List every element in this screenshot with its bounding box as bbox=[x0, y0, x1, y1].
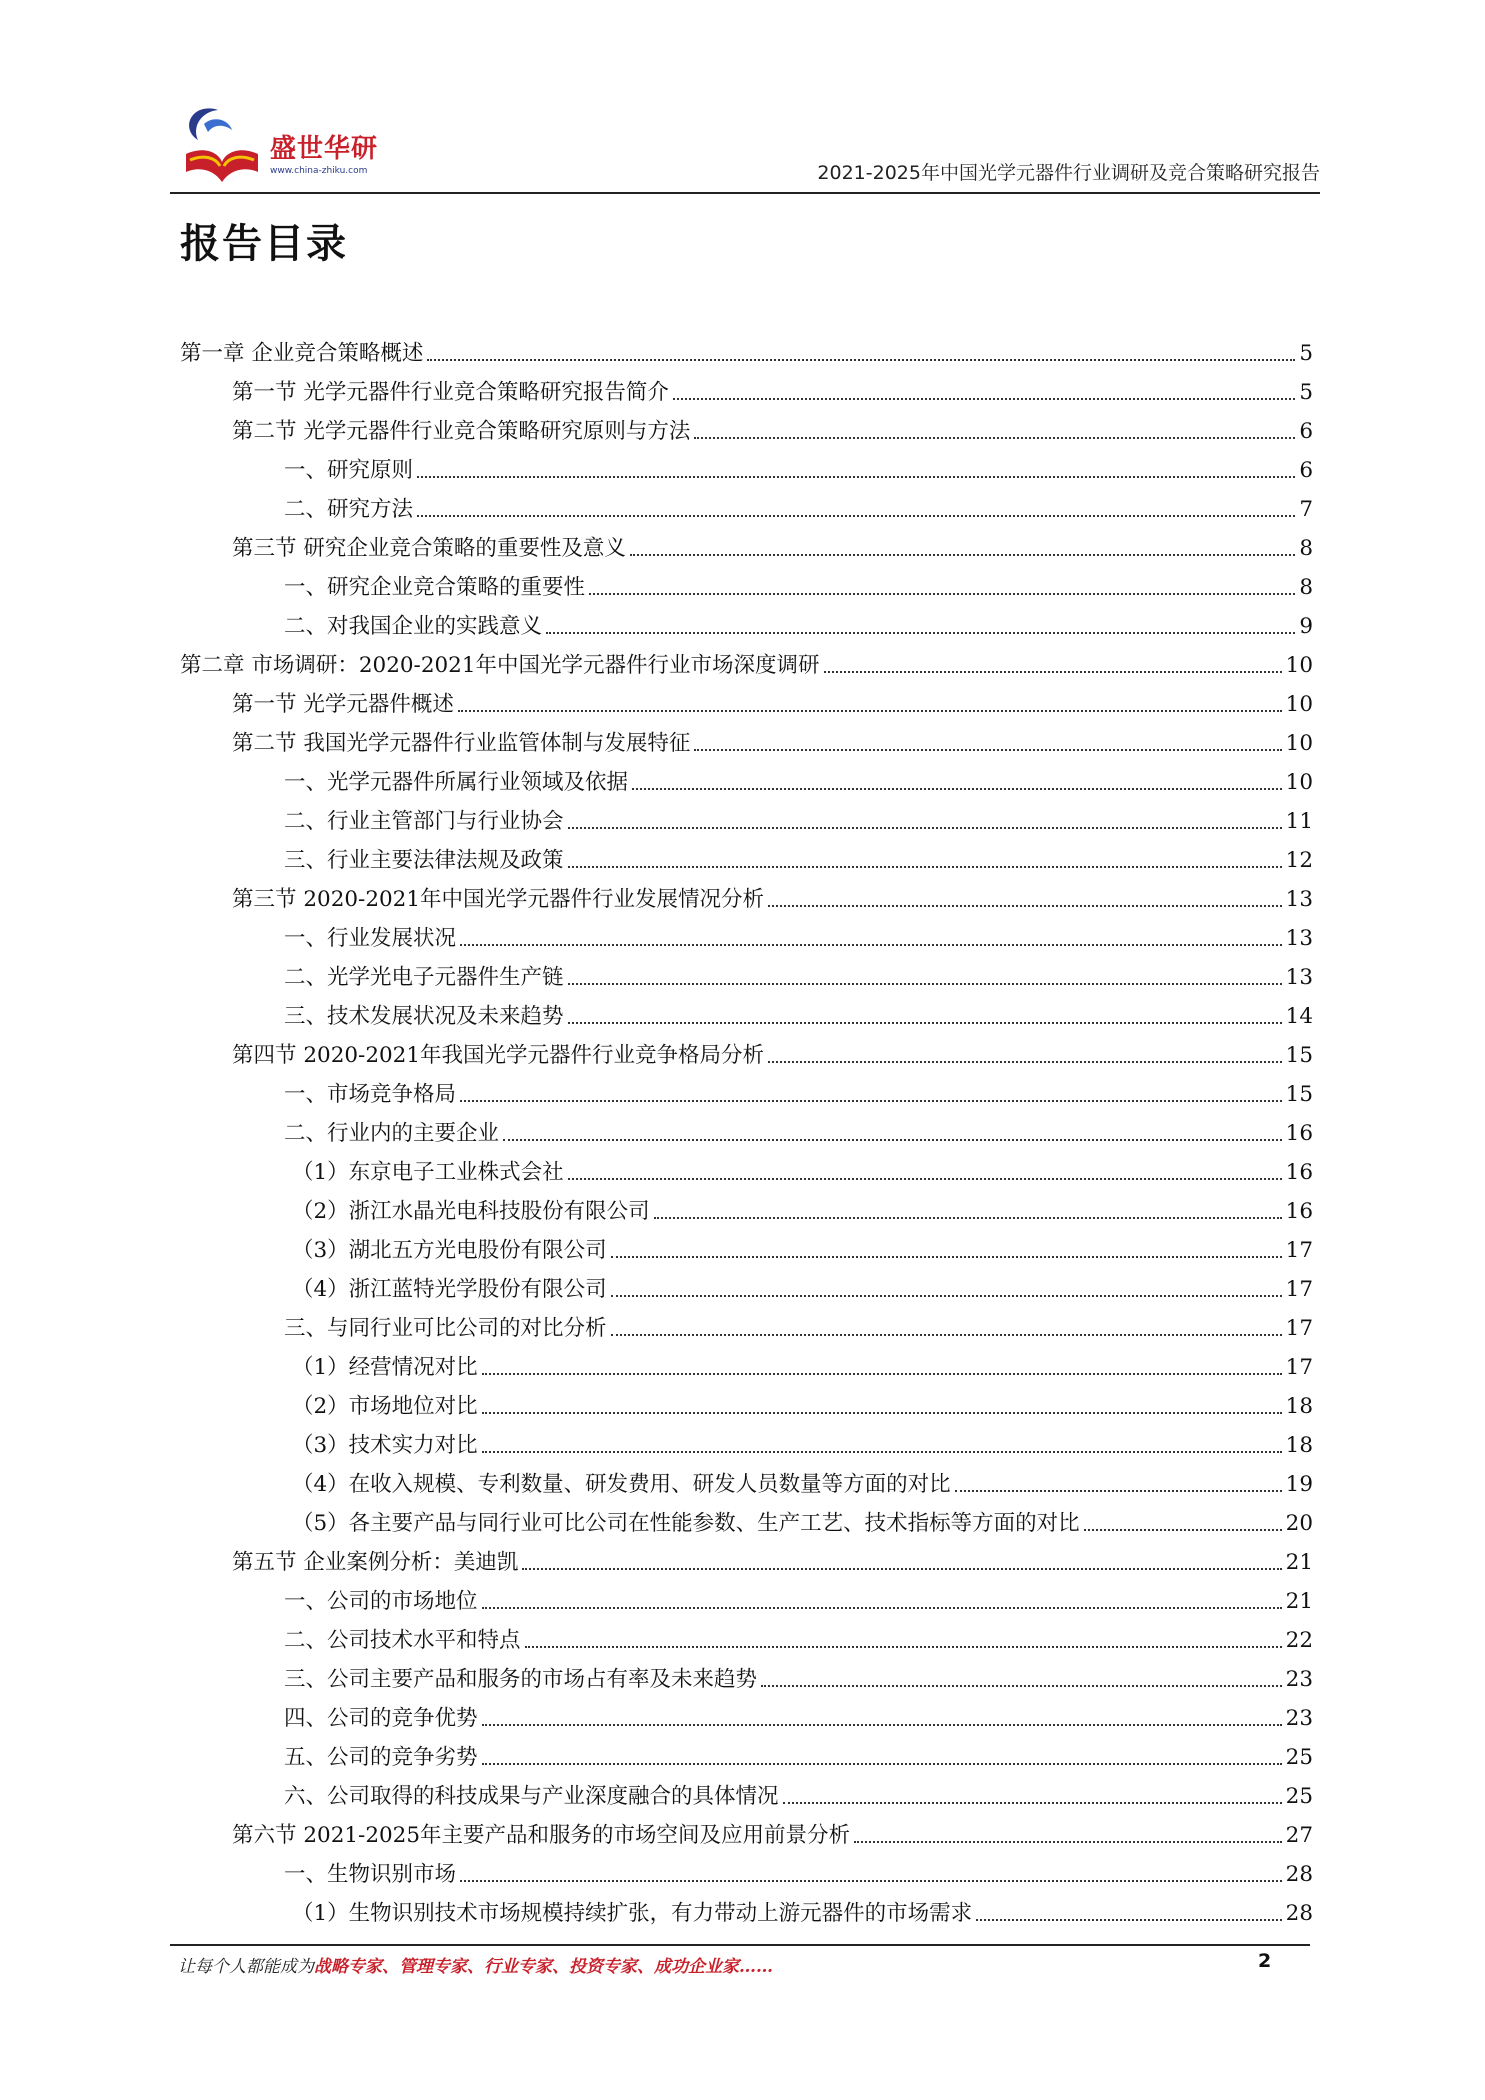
toc-entry-page: 19 bbox=[1285, 1472, 1313, 1497]
toc-leader-dots bbox=[417, 475, 1295, 478]
toc-entry[interactable] bbox=[180, 1225, 1313, 1264]
toc-entry-label: （1）东京电子工业株式会社 bbox=[292, 1160, 564, 1185]
toc-entry-page: 13 bbox=[1285, 887, 1313, 912]
toc-leader-dots bbox=[460, 1099, 1282, 1102]
toc-entry-page: 22 bbox=[1285, 1628, 1313, 1653]
toc-entry-label: （1）经营情况对比 bbox=[292, 1355, 478, 1380]
toc-entry-page: 8 bbox=[1299, 536, 1313, 561]
toc-entry[interactable] bbox=[180, 601, 1313, 640]
logo-book-icon bbox=[178, 104, 268, 190]
toc-entry[interactable] bbox=[180, 1693, 1313, 1732]
toc-entry-page: 18 bbox=[1285, 1394, 1313, 1419]
toc-entry-label: 一、生物识别市场 bbox=[284, 1862, 457, 1887]
toc-entry-page: 10 bbox=[1285, 770, 1313, 795]
toc-leader-dots bbox=[503, 1138, 1282, 1141]
toc-leader-dots bbox=[611, 1255, 1282, 1258]
document-title: 2021-2025年中国光学元器件行业调研及竞合策略研究报告 bbox=[817, 162, 1320, 184]
toc-entry-page: 15 bbox=[1285, 1082, 1313, 1107]
page-title: 报告目录 bbox=[180, 221, 348, 267]
toc-leader-dots bbox=[768, 904, 1282, 907]
toc-entry[interactable] bbox=[180, 913, 1313, 952]
toc-entry-page: 11 bbox=[1285, 809, 1313, 834]
toc-entry-page: 12 bbox=[1285, 848, 1313, 873]
toc-entry-label: （2）市场地位对比 bbox=[292, 1394, 478, 1419]
toc-entry-label: 一、公司的市场地位 bbox=[284, 1589, 478, 1614]
footer-slogan-highlight: 战略专家、管理专家、行业专家、投资专家、成功企业家…… bbox=[314, 1957, 773, 1977]
toc-entry[interactable] bbox=[180, 1303, 1313, 1342]
toc-entry-page: 16 bbox=[1285, 1121, 1313, 1146]
toc-entry-label: （4）在收入规模、专利数量、研发费用、研发人员数量等方面的对比 bbox=[292, 1472, 951, 1497]
toc-entry[interactable] bbox=[180, 1771, 1313, 1810]
toc-leader-dots bbox=[976, 1918, 1281, 1921]
toc-entry-label: 第一节 光学元器件概述 bbox=[232, 692, 454, 717]
toc-entry[interactable] bbox=[180, 406, 1313, 445]
toc-entry[interactable] bbox=[180, 1810, 1313, 1849]
toc-entry-label: 六、公司取得的科技成果与产业深度融合的具体情况 bbox=[284, 1784, 779, 1809]
toc-entry[interactable] bbox=[180, 1576, 1313, 1615]
toc-entry-label: 三、技术发展状况及未来趋势 bbox=[284, 1004, 564, 1029]
toc-leader-dots bbox=[611, 1294, 1282, 1297]
toc-leader-dots bbox=[568, 982, 1282, 985]
toc-entry[interactable] bbox=[180, 640, 1313, 679]
toc-entry-label: 第四节 2020-2021年我国光学元器件行业竞争格局分析 bbox=[232, 1043, 765, 1068]
toc-entry-label: 第二节 光学元器件行业竞合策略研究原则与方法 bbox=[232, 419, 691, 444]
toc-entry-page: 23 bbox=[1285, 1667, 1313, 1692]
toc-entry-label: 第五节 企业案例分析：美迪凯 bbox=[232, 1550, 519, 1575]
toc-entry[interactable] bbox=[180, 1459, 1313, 1498]
toc-entry-label: 第一章 企业竞合策略概述 bbox=[180, 341, 424, 366]
toc-entry[interactable] bbox=[180, 991, 1313, 1030]
toc-entry-page: 13 bbox=[1285, 926, 1313, 951]
toc-entry-label: （5）各主要产品与同行业可比公司在性能参数、生产工艺、技术指标等方面的对比 bbox=[292, 1511, 1080, 1536]
toc-entry-label: （3）湖北五方光电股份有限公司 bbox=[292, 1238, 607, 1263]
toc-entry-label: （4）浙江蓝特光学股份有限公司 bbox=[292, 1277, 607, 1302]
toc-entry-page: 17 bbox=[1285, 1238, 1313, 1263]
toc-leader-dots bbox=[482, 1762, 1282, 1765]
toc-entry[interactable] bbox=[180, 1498, 1313, 1537]
toc-entry-page: 25 bbox=[1285, 1784, 1313, 1809]
toc-entry-label: 三、行业主要法律法规及政策 bbox=[284, 848, 564, 873]
toc-entry[interactable] bbox=[180, 679, 1313, 718]
toc-leader-dots bbox=[482, 1411, 1282, 1414]
toc-entry[interactable] bbox=[180, 835, 1313, 874]
toc-entry-page: 28 bbox=[1285, 1901, 1313, 1926]
toc-entry-label: 五、公司的竞争劣势 bbox=[284, 1745, 478, 1770]
toc-entry[interactable] bbox=[180, 1147, 1313, 1186]
toc-leader-dots bbox=[417, 514, 1295, 517]
toc-leader-dots bbox=[546, 631, 1295, 634]
toc-entry[interactable] bbox=[180, 952, 1313, 991]
toc-entry[interactable] bbox=[180, 757, 1313, 796]
toc-leader-dots bbox=[632, 787, 1282, 790]
toc-entry-page: 8 bbox=[1299, 575, 1313, 600]
toc-leader-dots bbox=[673, 397, 1295, 400]
toc-entry[interactable] bbox=[180, 523, 1313, 562]
toc-entry-label: 第一节 光学元器件行业竞合策略研究报告简介 bbox=[232, 380, 669, 405]
toc-entry[interactable] bbox=[180, 1654, 1313, 1693]
toc-entry[interactable] bbox=[180, 1030, 1313, 1069]
toc-leader-dots bbox=[460, 943, 1282, 946]
toc-entry[interactable] bbox=[180, 1537, 1313, 1576]
toc-entry-page: 28 bbox=[1285, 1862, 1313, 1887]
toc-leader-dots bbox=[525, 1645, 1282, 1648]
toc-entry-label: 一、行业发展状况 bbox=[284, 926, 457, 951]
toc-entry-label: 第三节 研究企业竞合策略的重要性及意义 bbox=[232, 536, 626, 561]
toc-entry-page: 16 bbox=[1285, 1160, 1313, 1185]
toc-leader-dots bbox=[630, 553, 1295, 556]
footer-slogan-prefix: 让每个人都能成为 bbox=[178, 1957, 314, 1977]
toc-entry-label: （2）浙江水晶光电科技股份有限公司 bbox=[292, 1199, 650, 1224]
toc-entry-page: 23 bbox=[1285, 1706, 1313, 1731]
toc-leader-dots bbox=[768, 1060, 1282, 1063]
toc-entry[interactable] bbox=[180, 1849, 1313, 1888]
toc-leader-dots bbox=[694, 436, 1295, 439]
logo-name: 盛世华研 bbox=[270, 134, 379, 164]
toc-leader-dots bbox=[783, 1801, 1282, 1804]
toc-entry-label: 第三节 2020-2021年中国光学元器件行业发展情况分析 bbox=[232, 887, 765, 912]
toc-leader-dots bbox=[854, 1840, 1282, 1843]
toc-entry[interactable] bbox=[180, 445, 1313, 484]
toc-entry[interactable] bbox=[180, 367, 1313, 406]
toc-entry-page: 5 bbox=[1299, 341, 1313, 366]
toc-entry-label: 三、与同行业可比公司的对比分析 bbox=[284, 1316, 607, 1341]
toc-leader-dots bbox=[694, 748, 1281, 751]
toc-entry-page: 9 bbox=[1299, 614, 1313, 639]
toc-entry-label: 一、研究原则 bbox=[284, 458, 414, 483]
toc-entry-page: 6 bbox=[1299, 458, 1313, 483]
toc-entry[interactable] bbox=[180, 874, 1313, 913]
toc-entry[interactable] bbox=[180, 1381, 1313, 1420]
toc-entry-label: 第二章 市场调研：2020-2021年中国光学元器件行业市场深度调研 bbox=[180, 653, 820, 678]
toc-entry-label: 四、公司的竞争优势 bbox=[284, 1706, 478, 1731]
toc-leader-dots bbox=[824, 670, 1282, 673]
toc-entry-label: 二、光学光电子元器件生产链 bbox=[284, 965, 564, 990]
toc-entry-label: 二、行业内的主要企业 bbox=[284, 1121, 500, 1146]
toc-entry[interactable] bbox=[180, 328, 1313, 367]
toc-entry-page: 6 bbox=[1299, 419, 1313, 444]
toc-entry[interactable] bbox=[180, 796, 1313, 835]
toc-entry-page: 21 bbox=[1285, 1550, 1313, 1575]
toc-entry-label: 一、研究企业竞合策略的重要性 bbox=[284, 575, 586, 600]
toc-entry[interactable] bbox=[180, 1342, 1313, 1381]
toc-entry-page: 16 bbox=[1285, 1199, 1313, 1224]
toc-leader-dots bbox=[460, 1879, 1282, 1882]
toc-entry-label: 二、研究方法 bbox=[284, 497, 414, 522]
toc-leader-dots bbox=[568, 865, 1282, 868]
toc-entry-label: （3）技术实力对比 bbox=[292, 1433, 478, 1458]
toc-leader-dots bbox=[458, 709, 1282, 712]
toc-entry-page: 21 bbox=[1285, 1589, 1313, 1614]
toc-leader-dots bbox=[522, 1567, 1281, 1570]
toc-entry[interactable] bbox=[180, 1264, 1313, 1303]
toc-entry[interactable] bbox=[180, 1186, 1313, 1225]
toc-leader-dots bbox=[568, 826, 1282, 829]
toc-entry-page: 10 bbox=[1285, 653, 1313, 678]
toc-entry-page: 10 bbox=[1285, 731, 1313, 756]
toc-entry-label: 三、公司主要产品和服务的市场占有率及未来趋势 bbox=[284, 1667, 758, 1692]
toc-leader-dots bbox=[1084, 1528, 1282, 1531]
toc-leader-dots bbox=[589, 592, 1295, 595]
toc-entry-label: 第二节 我国光学元器件行业监管体制与发展特征 bbox=[232, 731, 691, 756]
footer-slogan bbox=[178, 1952, 773, 1977]
toc-entry-page: 13 bbox=[1285, 965, 1313, 990]
toc-leader-dots bbox=[611, 1333, 1282, 1336]
toc-leader-dots bbox=[654, 1216, 1282, 1219]
toc-leader-dots bbox=[568, 1177, 1282, 1180]
toc-entry-page: 17 bbox=[1285, 1316, 1313, 1341]
toc-leader-dots bbox=[427, 358, 1295, 361]
toc-entry-page: 10 bbox=[1285, 692, 1313, 717]
toc-entry-label: 二、公司技术水平和特点 bbox=[284, 1628, 521, 1653]
toc-entry[interactable] bbox=[180, 562, 1313, 601]
toc-entry[interactable] bbox=[180, 1069, 1313, 1108]
toc-entry-label: 第六节 2021-2025年主要产品和服务的市场空间及应用前景分析 bbox=[232, 1823, 851, 1848]
toc-entry[interactable] bbox=[180, 484, 1313, 523]
logo-url: www.china-zhiku.com bbox=[270, 166, 368, 176]
toc-entry-label: 二、行业主管部门与行业协会 bbox=[284, 809, 564, 834]
toc-entry-page: 18 bbox=[1285, 1433, 1313, 1458]
toc-entry-page: 20 bbox=[1285, 1511, 1313, 1536]
toc-entry-page: 14 bbox=[1285, 1004, 1313, 1029]
toc-leader-dots bbox=[482, 1606, 1282, 1609]
toc-entry[interactable] bbox=[180, 1732, 1313, 1771]
company-logo bbox=[178, 104, 398, 190]
toc-entry-label: 一、市场竞争格局 bbox=[284, 1082, 457, 1107]
toc-entry[interactable] bbox=[180, 1888, 1313, 1927]
toc-entry-page: 7 bbox=[1299, 497, 1313, 522]
toc-entry-page: 15 bbox=[1285, 1043, 1313, 1068]
toc-leader-dots bbox=[568, 1021, 1282, 1024]
toc-entry-page: 5 bbox=[1299, 380, 1313, 405]
footer-divider bbox=[170, 1944, 1310, 1946]
toc-leader-dots bbox=[761, 1684, 1282, 1687]
toc-entry[interactable] bbox=[180, 1420, 1313, 1459]
toc-entry[interactable] bbox=[180, 1615, 1313, 1654]
toc-entry-page: 25 bbox=[1285, 1745, 1313, 1770]
toc-entry-label: 一、光学元器件所属行业领域及依据 bbox=[284, 770, 629, 795]
toc-leader-dots bbox=[482, 1723, 1282, 1726]
page-header bbox=[170, 100, 1320, 196]
toc-entry-label: 二、对我国企业的实践意义 bbox=[284, 614, 543, 639]
header-divider bbox=[170, 192, 1320, 194]
toc-leader-dots bbox=[482, 1372, 1282, 1375]
page-number: 2 bbox=[1258, 1950, 1272, 1972]
table-of-contents bbox=[180, 328, 1313, 1927]
toc-leader-dots bbox=[482, 1450, 1282, 1453]
toc-entry[interactable] bbox=[180, 1108, 1313, 1147]
toc-entry-label: （1）生物识别技术市场规模持续扩张，有力带动上游元器件的市场需求 bbox=[292, 1901, 973, 1926]
toc-entry-page: 27 bbox=[1285, 1823, 1313, 1848]
toc-entry-page: 17 bbox=[1285, 1277, 1313, 1302]
toc-entry[interactable] bbox=[180, 718, 1313, 757]
toc-entry-page: 17 bbox=[1285, 1355, 1313, 1380]
toc-leader-dots bbox=[955, 1489, 1282, 1492]
